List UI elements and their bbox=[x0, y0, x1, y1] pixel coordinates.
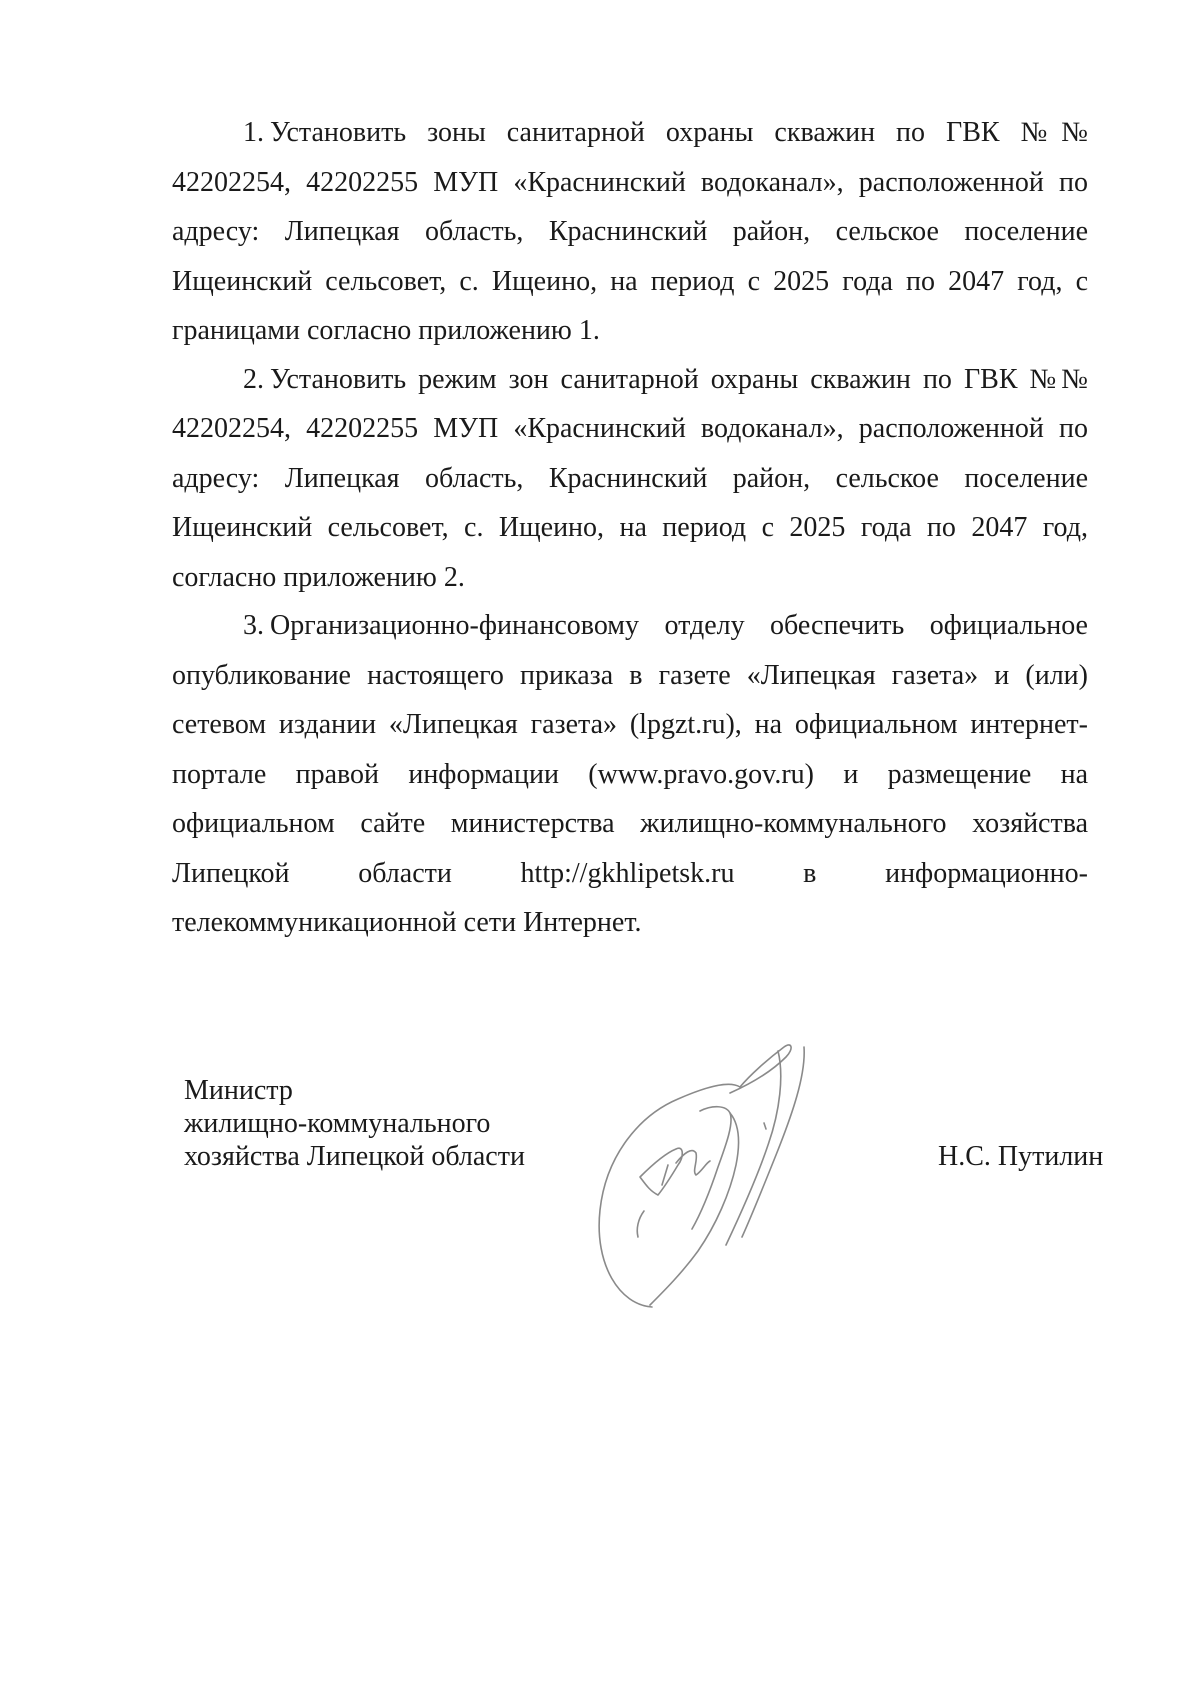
paragraph-2 bbox=[172, 355, 1088, 603]
paragraph-text: Установить режим зон санитарной охраны скважин по ГВК №№ 42202254, 42202255 МУП «Краснинский водоканал», расположенной по адресу: Липецкая область, Краснинский район, сельское поселение Ищеинский сельсовет, с. Ищеино, на период с 2025 года по 2047 год, согласно приложению 2. bbox=[172, 363, 1088, 593]
signer-title-line: хозяйства Липецкой области bbox=[184, 1141, 525, 1172]
paragraph-number: 3. bbox=[243, 610, 264, 641]
paragraph-1 bbox=[172, 108, 1088, 356]
paragraph-number: 2. bbox=[243, 363, 264, 395]
paragraph-text: Установить зоны санитарной охраны скважин по ГВК №№ 42202254, 42202255 МУП «Краснинский водоканал», расположенной по адресу: Липецкая область, Краснинский район, сельское поселение Ищеинский сельсовет, с. Ищеино, на период с 2025 года по 2047 год, с границами согласно приложению 1. bbox=[172, 117, 1088, 346]
signer-title-line: жилищно-коммунального bbox=[184, 1108, 491, 1139]
document-body bbox=[172, 108, 1088, 947]
signer-title bbox=[184, 1074, 525, 1173]
paragraph-number: 1. bbox=[243, 117, 264, 148]
signer-name: Н.С. Путилин bbox=[938, 1141, 1104, 1172]
paragraph-text: Организационно-финансовому отделу обеспечить официальное опубликование настоящего приказа в газете «Липецкая газета» и (или) сетевом издании «Липецкая газета» (lpgzt.ru), на официальном интернет-портале правой информации (www.pravo.gov.ru) и размещение на официальном сайте министерства жилищно-коммунального хозяйства Липецкой области http://gkhlipetsk.ru в информационно-телекоммуникационной сети Интернет. bbox=[172, 610, 1088, 938]
paragraph-3 bbox=[172, 601, 1088, 948]
handwritten-signature bbox=[580, 1015, 870, 1335]
signer-title-line: Министр bbox=[184, 1075, 293, 1106]
